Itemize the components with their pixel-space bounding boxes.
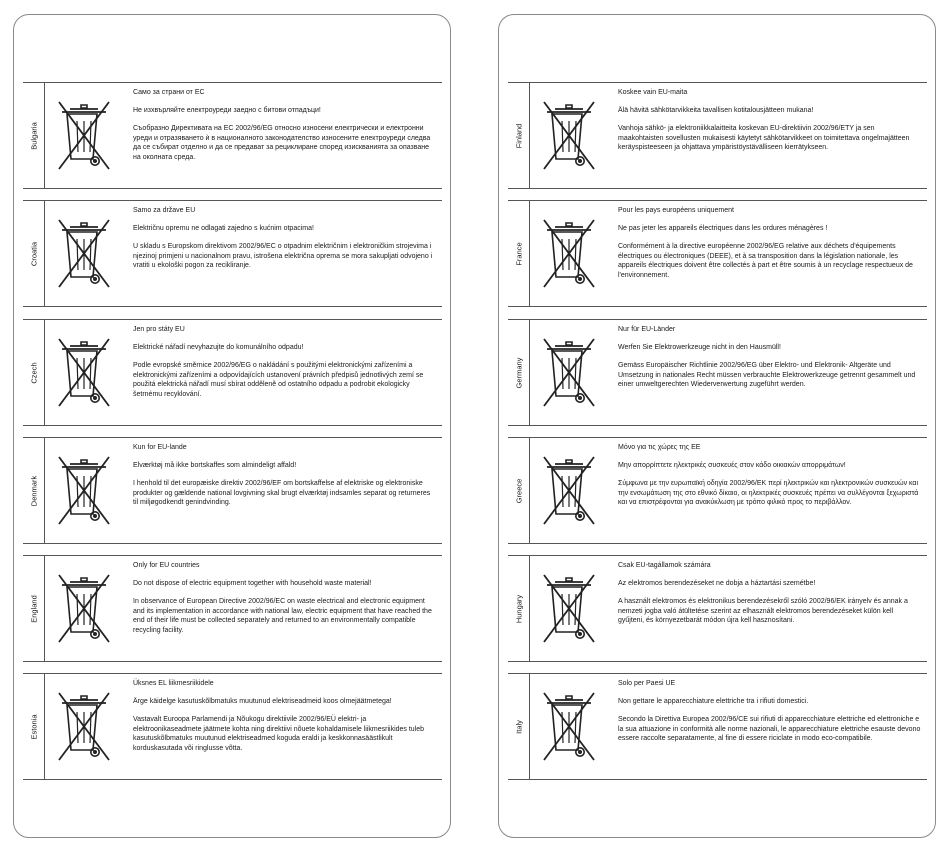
notice-title: Pour les pays européens uniquement bbox=[618, 207, 734, 214]
crossed-out-bin-icon bbox=[541, 215, 597, 291]
country-column bbox=[508, 556, 530, 661]
country-column bbox=[508, 83, 530, 188]
notice-text bbox=[133, 325, 436, 409]
weee-entry-germany bbox=[508, 319, 927, 426]
notice-title: Csak EU-tagállamok számára bbox=[618, 562, 711, 569]
country-label: France bbox=[514, 241, 523, 266]
notice-body: A használt elektromos és elektronikus berendezésekről szóló 2002/96/EK irányelv és annak a nemzeti jogba való átültetése szerint az elhasznált elektromos berendezéseket külön kell gyűjteni, és környezetbarát módon újra kell hasznosítani. bbox=[618, 598, 908, 625]
notice-text bbox=[133, 206, 436, 280]
notice-text bbox=[618, 325, 921, 399]
notice-body: Σύμφωνα με την ευρωπαϊκή οδηγία 2002/96/ΕΚ περί ηλεκτρικών και ηλεκτρονικών συσκευών και την ενσωμάτωση της στο εθνικό δίκαιο, οι ηλεκτρικές συσκευές πρέπει να συλλέγονται ξεχωριστά και να επιστρέφονται για ανακύκλωση με τρόπο φιλικό προς το περιβάλλον. bbox=[618, 480, 919, 507]
notice-body: Gemäss Europäischer Richtlinie 2002/96/EG über Elektro- und Elektronik- Altgeräte und Umsetzung in nationales Recht müssen verbrauchte Elektrowerkzeuge getrennt gesammelt und einer umweltgerechten Wiederverwertung zugeführt werden. bbox=[618, 362, 916, 389]
country-column bbox=[508, 320, 530, 425]
weee-entry-france bbox=[508, 200, 927, 307]
country-label: Greece bbox=[514, 478, 523, 503]
country-label: England bbox=[29, 594, 38, 623]
notice-warning: Do not dispose of electric equipment together with household waste material! bbox=[133, 579, 372, 587]
country-column bbox=[23, 438, 45, 543]
weee-entry-croatia bbox=[23, 200, 442, 307]
notice-warning: Električnu opremu ne odlagati zajedno s kućnim otpacima! bbox=[133, 224, 314, 232]
notice-warning: Az elektromos berendezéseket ne dobja a háztartási szemétbe! bbox=[618, 579, 816, 587]
notice-warning: Elektrické nářadí nevyhazujte do komunálního odpadu! bbox=[133, 343, 304, 351]
weee-entry-greece bbox=[508, 437, 927, 544]
weee-entry-england bbox=[23, 555, 442, 662]
crossed-out-bin-icon bbox=[541, 570, 597, 646]
notice-title: Само за страни от ЕС bbox=[133, 89, 205, 96]
notice-text bbox=[618, 88, 921, 162]
crossed-out-bin-icon bbox=[56, 97, 112, 173]
notice-warning: Μην απορρίπτετε ηλεκτρικές συσκευές στον κάδο οικιακών απορριμάτων! bbox=[618, 461, 846, 469]
notice-warning: Werfen Sie Elektrowerkzeuge nicht in den Hausmüll! bbox=[618, 343, 781, 351]
notice-body: U skladu s Europskom direktivom 2002/96/EC o otpadnim električnim i elektroničkim strojevima i njezinoj primjeni u nacionalnom pravu, istrošena električna oprema se mora sakupljati odvojeno i vratiti u ekološki pogon za recikliranje. bbox=[133, 243, 433, 270]
crossed-out-bin-icon bbox=[56, 334, 112, 410]
notice-title: Üksnes EL liikmesriikidele bbox=[133, 680, 214, 687]
notice-text bbox=[618, 443, 921, 517]
notice-warning: Elværktøj må ikke bortskaffes som almindeligt affald! bbox=[133, 461, 297, 469]
country-label: Croatia bbox=[29, 241, 38, 266]
country-column bbox=[23, 556, 45, 661]
notice-body: Conformément à la directive européenne 2002/96/EG relative aux déchets d'équipements électriques ou électroniques (DEEE), et à sa transposition dans la législation nationale, les appareils électriques doivent être collectés à part et être soumis à un recyclage respectueux de l'environnement. bbox=[618, 243, 913, 279]
notice-body: I henhold til det europæiske direktiv 2002/96/EF om bortskaffelse af elektriske og elektroniske produkter og gældende national lovgivning skal brugt elværktøj indsamles separat og returneres til miljøgodkendt genindvinding. bbox=[133, 480, 431, 507]
notice-title: Koskee vain EU-maita bbox=[618, 89, 688, 96]
country-label: Finland bbox=[514, 123, 523, 148]
notice-title: Μόνο για τις χώρες της ΕΕ bbox=[618, 444, 701, 451]
weee-entry-hungary bbox=[508, 555, 927, 662]
country-column bbox=[508, 438, 530, 543]
country-label: Italy bbox=[514, 719, 523, 734]
notice-title: Only for EU countries bbox=[133, 562, 200, 569]
country-label: Czech bbox=[29, 361, 38, 384]
crossed-out-bin-icon bbox=[541, 334, 597, 410]
notice-warning: Не изхвърляйте електроуреди заедно с битови отпадъци! bbox=[133, 106, 321, 114]
notice-warning: Ne pas jeter les appareils électriques dans les ordures ménagères ! bbox=[618, 224, 828, 232]
notice-title: Kun for EU-lande bbox=[133, 444, 187, 451]
notice-body: Съобразно Директивата на ЕС 2002/96/EG относно износени електрически и електронни уреди и отразяването ѝ в националното законодателство износените електроуреди следва да се събират отделно и да се предават за рециклиране според изискванията за опазване на околната среда. bbox=[133, 125, 431, 161]
crossed-out-bin-icon bbox=[56, 452, 112, 528]
country-label: Hungary bbox=[514, 594, 523, 623]
crossed-out-bin-icon bbox=[541, 688, 597, 764]
weee-entry-bulgaria bbox=[23, 82, 442, 189]
notice-text bbox=[618, 561, 921, 635]
country-column bbox=[23, 201, 45, 306]
notice-body: Vanhoja sähkö- ja elektroniikkalaitteita koskevan EU-direktiivin 2002/96/ETY ja sen maakohtaisten sovellusten mukaisesti käytetyt sähkötarvikkeet on toimitettava ongelmajätteen keräyspisteeseen ja ohjattava ympäristöystävälliseen kierrätykseen. bbox=[618, 125, 910, 152]
country-label: Denmark bbox=[29, 475, 38, 506]
notice-text bbox=[618, 206, 921, 290]
notice-text bbox=[133, 88, 436, 172]
country-column bbox=[508, 201, 530, 306]
weee-entry-denmark bbox=[23, 437, 442, 544]
notice-body: Podle evropské směrnice 2002/96/EG o nakládání s použitými elektronickými zařízeními a elektronickými zařízeními a odpovídajících ustanovení právních předpisů jednotlivých zemí se použitá elektrická nářadí musí sbírat odděleně od ostatního odpadu a podrobit ekologicky šetrnému recyklování. bbox=[133, 362, 424, 398]
country-column bbox=[23, 83, 45, 188]
notice-title: Nur für EU-Länder bbox=[618, 326, 676, 333]
notice-body: Vastavalt Euroopa Parlamendi ja Nõukogu direktiivile 2002/96/EÜ elektri- ja elektroonikaseadmete jäätmete kohta ning direktiivi nõuete kohaldamisele liikmesriikides tuleb kasutuskõlbmatuks muutunud elektriseadmed koguda eraldi ja keskkonnasäästlikult korduskasutada või ringlusse võtta. bbox=[133, 716, 425, 752]
country-label: Germany bbox=[514, 357, 523, 388]
weee-entry-finland bbox=[508, 82, 927, 189]
notice-text bbox=[618, 679, 921, 753]
notice-warning: Non gettare le apparecchiature elettriche tra i rifiuti domestici. bbox=[618, 697, 809, 705]
weee-entry-italy bbox=[508, 673, 927, 780]
weee-entry-czech bbox=[23, 319, 442, 426]
notice-text bbox=[133, 679, 436, 763]
crossed-out-bin-icon bbox=[56, 215, 112, 291]
notice-body: Secondo la Direttiva Europea 2002/96/CE sui rifiuti di apparecchiature elettriche ed elettroniche e la sua attuazione in conformità alle norme nazionali, le apparecchiature elettriche esauste devono essere raccolte separatamente, al fine di essere riciclate in modo eco-compatibile. bbox=[618, 716, 921, 743]
notice-title: Samo za države EU bbox=[133, 207, 196, 214]
crossed-out-bin-icon bbox=[56, 688, 112, 764]
notice-warning: Ärge käidelge kasutuskõlbmatuks muutunud elektriseadmeid koos olmejäätmetega! bbox=[133, 697, 392, 705]
notice-text bbox=[133, 561, 436, 645]
country-column bbox=[23, 674, 45, 779]
crossed-out-bin-icon bbox=[56, 570, 112, 646]
country-label: Estonia bbox=[29, 713, 38, 740]
crossed-out-bin-icon bbox=[541, 452, 597, 528]
country-column bbox=[508, 674, 530, 779]
notice-title: Jen pro státy EU bbox=[133, 326, 185, 333]
right-page bbox=[498, 14, 936, 838]
weee-entry-estonia bbox=[23, 673, 442, 780]
left-page bbox=[13, 14, 451, 838]
country-label: Bulgaria bbox=[29, 121, 38, 150]
notice-text bbox=[133, 443, 436, 517]
notice-warning: Älä hävitä sähkötarvikkeita tavallisen kotitalousjätteen mukana! bbox=[618, 106, 814, 114]
crossed-out-bin-icon bbox=[541, 97, 597, 173]
country-column bbox=[23, 320, 45, 425]
notice-title: Solo per Paesi UE bbox=[618, 680, 676, 687]
notice-body: In observance of European Directive 2002/96/EC on waste electrical and electronic equipment and its implementation in accordance with national law, electric equipment that have reached the end of their life must be collected separately and returned to an environmentally compatible recycling facility. bbox=[133, 598, 432, 634]
